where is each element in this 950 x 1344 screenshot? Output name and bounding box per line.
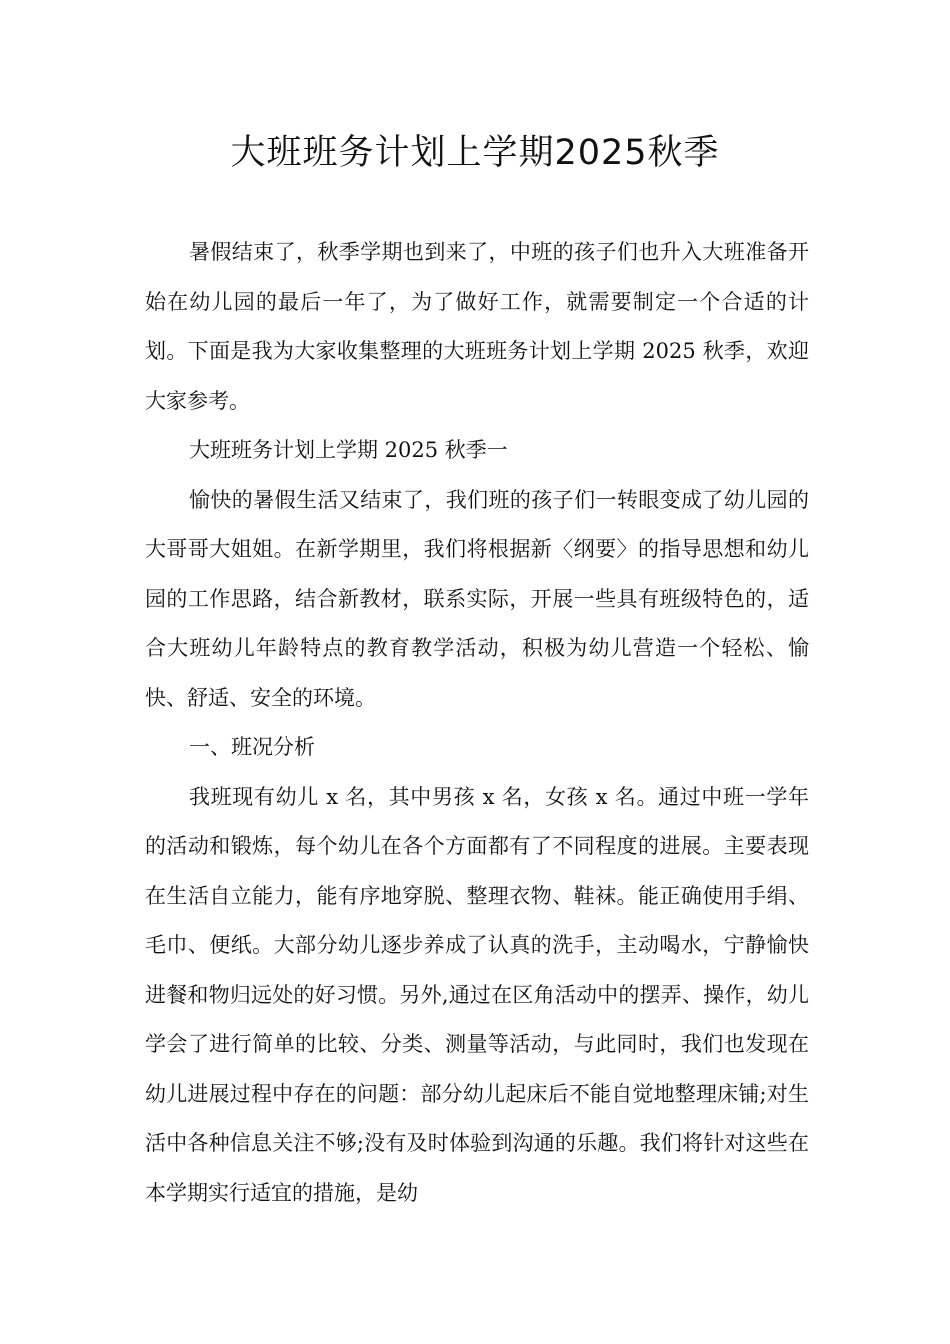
document-title: 大班班务计划上学期2025秋季 xyxy=(230,133,720,173)
section-heading-plan-one: 大班班务计划上学期 2025 秋季一 xyxy=(189,438,508,462)
section-heading-class-analysis: 一、班况分析 xyxy=(189,735,315,759)
paragraph-intro: 暑假结束了，秋季学期也到来了，中班的孩子们也升入大班准备开始在幼儿园的最后一年了，为了做好工作，就需要制定一个合适的计划。下面是我为大家收集整理的大班班务计划上学期 2025 秋季，欢迎大家参考。 xyxy=(145,240,809,413)
document-body xyxy=(145,228,809,1218)
paragraph-class-analysis: 我班现有幼儿 x 名，其中男孩 x 名，女孩 x 名。通过中班一学年的活动和锻炼，每个幼儿在各个方面都有了不同程度的进展。主要表现在生活自立能力，能有序地穿脱、整理衣物、鞋袜。能正确使用手绢、毛巾、便纸。大部分幼儿逐步养成了认真的洗手，主动喝水，宁静愉快进餐和物归远处的好习惯。另外,通过在区角活动中的摆弄、操作，幼儿学会了进行简单的比较、分类、测量等活动，与此同时，我们也发现在幼儿进展过程中存在的问题：部分幼儿起床后不能自觉地整理床铺;对生活中各种信息关注不够;没有及时体验到沟通的乐趣。我们将针对这些在本学期实行适宜的措施，是幼 xyxy=(145,784,809,1205)
paragraph-overview: 愉快的暑假生活又结束了，我们班的孩子们一转眼变成了幼儿园的大哥哥大姐姐。在新学期里，我们将根据新〈纲要〉的指导思想和幼儿园的工作思路，结合新教材，联系实际，开展一些具有班级特色的，适合大班幼儿年龄特点的教育教学活动，积极为幼儿营造一个轻松、愉快、舒适、安全的环境。 xyxy=(145,487,809,710)
